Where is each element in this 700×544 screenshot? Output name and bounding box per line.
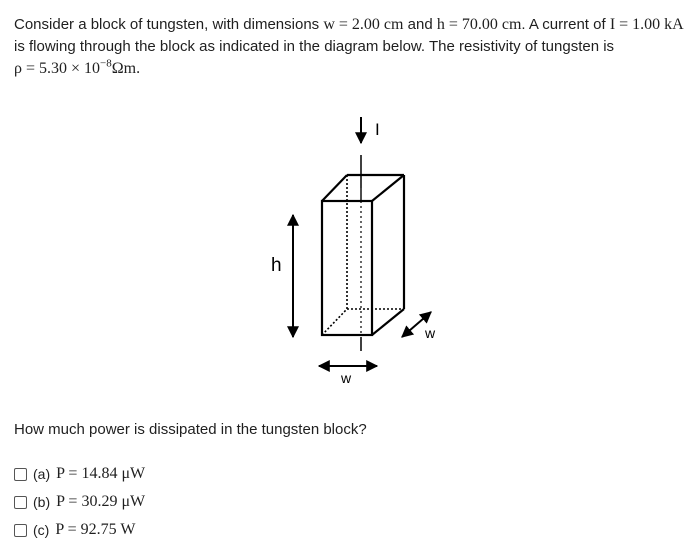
problem-statement [14, 14, 698, 80]
current-value: I = 1.00 kA [609, 16, 684, 33]
problem-text-4: is flowing through the block as indicated in the diagram below. The resistivity of tungsten is [14, 38, 615, 55]
height-label: h [271, 255, 282, 276]
resistivity-exponent: −8 [100, 57, 112, 70]
option-c-checkbox[interactable] [14, 524, 27, 537]
problem-text-1: Consider a block of tungsten, with dimensions [14, 16, 324, 33]
resistivity-unit: Ωm. [111, 60, 141, 77]
option-b[interactable] [14, 488, 145, 516]
option-a-checkbox[interactable] [14, 468, 27, 481]
width-label-side: w [425, 325, 436, 341]
height-value: h = 70.00 cm [436, 16, 522, 33]
tungsten-block-diagram [255, 105, 455, 395]
width-label-bottom: w [341, 370, 352, 386]
option-a-text: P = 14.84 μW [56, 465, 146, 482]
width-value: w = 2.00 cm [323, 16, 404, 33]
current-label: I [375, 120, 380, 139]
option-c-label: (c) [33, 522, 50, 538]
problem-text-2: and [403, 16, 437, 33]
block [322, 175, 404, 335]
resistivity-value [14, 57, 141, 77]
option-b-checkbox[interactable] [14, 496, 27, 509]
option-b-text: P = 30.29 μW [56, 493, 146, 510]
option-a-label: (a) [33, 466, 51, 482]
resistivity-prefix: ρ = 5.30 × 10 [14, 60, 101, 77]
answer-options [14, 460, 145, 544]
question-text: How much power is dissipated in the tungsten block? [14, 421, 367, 438]
option-c[interactable] [14, 516, 145, 544]
option-b-label: (b) [33, 494, 51, 510]
problem-text-3: . A current of [521, 16, 610, 33]
option-c-text: P = 92.75 W [55, 521, 136, 538]
option-a[interactable] [14, 460, 145, 488]
